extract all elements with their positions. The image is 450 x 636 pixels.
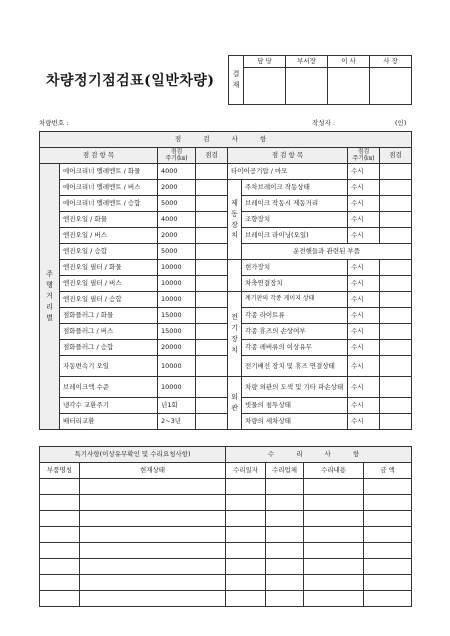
left-cycle: 20000 <box>158 340 196 356</box>
entry-cell[interactable] <box>80 559 226 575</box>
approval-role: 사 장 <box>370 56 412 68</box>
col-current-state: 현재상태 <box>80 463 226 479</box>
entry-cell[interactable] <box>80 591 226 607</box>
entry-cell[interactable] <box>266 527 304 543</box>
left-item: 엔진오일 필터 / 버스 <box>60 276 158 292</box>
col-repair-date: 수리일자 <box>226 463 266 479</box>
right-item: 차량의 세차상태 <box>242 414 348 430</box>
right-check-cell[interactable] <box>380 260 412 276</box>
right-check-cell[interactable] <box>380 164 412 180</box>
right-check-cell[interactable] <box>380 356 412 377</box>
left-item: 에어크리너 엘레멘트 / 버스 <box>60 180 158 196</box>
right-cycle: 수시 <box>348 196 380 212</box>
right-check-cell[interactable] <box>380 308 412 324</box>
entry-row <box>40 511 412 527</box>
entry-row <box>40 479 412 495</box>
right-cycle: 수시 <box>348 340 380 356</box>
right-cycle: 수시 <box>348 308 380 324</box>
entry-cell[interactable] <box>226 559 266 575</box>
col-amount: 금 액 <box>364 463 412 479</box>
entry-cell[interactable] <box>364 527 412 543</box>
left-item: 냉각수 교환주기 <box>60 398 158 414</box>
approval-sign-box[interactable] <box>328 68 370 105</box>
remarks-title: 특기사항(이상유무확인 및 수리요청사항) <box>40 447 226 463</box>
right-cycle: 수시 <box>348 414 380 430</box>
repair-title: 수 리 사 항 <box>226 447 412 463</box>
section-title: 점 검 사 항 <box>40 132 412 148</box>
entry-cell[interactable] <box>266 495 304 511</box>
col-item-header: 점 검 항 목 <box>228 148 348 164</box>
left-item: 엔진오일 필터 / 승합 <box>60 292 158 308</box>
left-cycle: 2~3년 <box>158 414 196 430</box>
right-check-cell[interactable] <box>380 340 412 356</box>
right-item: 브레이크 작동시 제동거리 <box>242 196 348 212</box>
right-cycle: 수시 <box>348 276 380 292</box>
right-item: 각종 레버류의 이상유무 <box>242 340 348 356</box>
left-check-cell[interactable] <box>196 377 228 398</box>
right-item: 현가장치 <box>242 260 348 276</box>
entry-cell[interactable] <box>80 511 226 527</box>
entry-cell[interactable] <box>226 543 266 559</box>
left-check-cell[interactable] <box>196 260 228 276</box>
entry-cell[interactable] <box>40 511 80 527</box>
right-check-cell[interactable] <box>380 228 412 244</box>
left-cycle: 4000 <box>158 212 196 228</box>
seal-mark: (인) <box>395 119 407 127</box>
author-label: 작성자 : <box>312 119 336 127</box>
entry-cell[interactable] <box>266 511 304 527</box>
left-check-cell[interactable] <box>196 356 228 377</box>
entry-cell[interactable] <box>304 575 364 591</box>
right-check-cell[interactable] <box>380 276 412 292</box>
right-cycle: 수시 <box>348 356 380 377</box>
col-repair-company: 수리업체 <box>266 463 304 479</box>
left-check-cell[interactable] <box>196 292 228 308</box>
approval-role: 부서장 <box>286 56 328 68</box>
left-check-cell[interactable] <box>196 180 228 196</box>
entry-row <box>40 495 412 511</box>
left-item: 브레이크액 수준 <box>60 377 158 398</box>
left-check-cell[interactable] <box>196 340 228 356</box>
right-check-cell[interactable] <box>380 212 412 228</box>
left-cycle: 10000 <box>158 276 196 292</box>
left-check-cell[interactable] <box>196 308 228 324</box>
left-check-cell[interactable] <box>196 324 228 340</box>
group-steering: 운전핸들과 관련된 부품 <box>242 244 412 260</box>
left-item: 엔진오일 필터 / 화물 <box>60 260 158 276</box>
left-cycle: 10000 <box>158 356 196 377</box>
left-item: 엔진오일 / 승합 <box>60 244 158 260</box>
entry-cell[interactable] <box>364 495 412 511</box>
inspection-table <box>39 131 412 430</box>
entry-cell[interactable] <box>304 479 364 495</box>
left-check-cell[interactable] <box>196 212 228 228</box>
right-cycle: 수시 <box>348 292 380 308</box>
col-cycle-header: 점검 주기(㎞) <box>348 148 380 164</box>
entry-cell[interactable] <box>80 479 226 495</box>
entry-cell[interactable] <box>364 479 412 495</box>
right-check-cell[interactable] <box>380 292 412 308</box>
entry-cell[interactable] <box>40 559 80 575</box>
entry-cell[interactable] <box>80 527 226 543</box>
entry-row <box>40 575 412 591</box>
right-item: 조향장치 <box>242 212 348 228</box>
group-mileage: 주 행 거 리 별 <box>40 164 60 430</box>
left-cycle: 10000 <box>158 292 196 308</box>
entry-row <box>40 543 412 559</box>
entry-cell[interactable] <box>304 559 364 575</box>
entry-cell[interactable] <box>226 591 266 607</box>
entry-cell[interactable] <box>40 575 80 591</box>
form-title: 차량정기점검표(일반차량) <box>46 73 215 89</box>
entry-cell[interactable] <box>80 495 226 511</box>
entry-cell[interactable] <box>266 479 304 495</box>
right-item: 각종 휴즈의 손상여부 <box>242 324 348 340</box>
col-part-name: 부품명칭 <box>40 463 80 479</box>
entry-cell[interactable] <box>226 511 266 527</box>
right-check-cell[interactable] <box>380 377 412 398</box>
approval-sign-box[interactable] <box>244 68 286 105</box>
left-item: 에어크리너 엘레멘트 / 화물 <box>60 164 158 180</box>
entry-cell[interactable] <box>226 479 266 495</box>
right-item: 각종 라이트류 <box>242 308 348 324</box>
entry-cell[interactable] <box>266 543 304 559</box>
group-electric: 전 기 장 치 <box>228 292 242 377</box>
entry-cell[interactable] <box>40 591 80 607</box>
right-cycle: 수시 <box>348 212 380 228</box>
left-item: 점화플러그 / 승합 <box>60 340 158 356</box>
right-item: 차량 외관의 도색 및 기타 파손상태 <box>242 377 348 398</box>
entry-cell[interactable] <box>364 591 412 607</box>
approval-role: 담 당 <box>244 56 286 68</box>
right-cycle: 수시 <box>348 180 380 196</box>
col-check-header: 점검 <box>380 148 412 164</box>
left-cycle: 10000 <box>158 377 196 398</box>
entry-cell[interactable] <box>266 559 304 575</box>
col-cycle-header: 점검 주기(㎞) <box>158 148 196 164</box>
left-check-cell[interactable] <box>196 244 228 260</box>
left-item: 에어크리너 엘레멘트 / 승합 <box>60 196 158 212</box>
left-cycle: 10000 <box>158 260 196 276</box>
entry-row <box>40 591 412 607</box>
right-check-cell[interactable] <box>380 398 412 414</box>
left-cycle: 2000 <box>158 180 196 196</box>
left-item: 점화플러그 / 화물 <box>60 308 158 324</box>
approval-box <box>228 55 412 105</box>
entry-cell[interactable] <box>40 479 80 495</box>
left-check-cell[interactable] <box>196 228 228 244</box>
right-item: 빗물의 침투상태 <box>242 398 348 414</box>
entry-cell[interactable] <box>40 495 80 511</box>
left-check-cell[interactable] <box>196 196 228 212</box>
left-check-cell[interactable] <box>196 164 228 180</box>
entry-cell[interactable] <box>364 511 412 527</box>
right-cycle: 수시 <box>348 377 380 398</box>
entry-cell[interactable] <box>80 575 226 591</box>
left-cycle: 15000 <box>158 308 196 324</box>
entry-cell[interactable] <box>266 591 304 607</box>
entry-cell[interactable] <box>80 543 226 559</box>
left-item: 자동변속기 오일 <box>60 356 158 377</box>
left-cycle: 15000 <box>158 324 196 340</box>
right-item: 계기판의 각종 게이지 상태 <box>242 292 348 308</box>
entry-cell[interactable] <box>226 527 266 543</box>
remarks-repair-table <box>39 446 412 607</box>
right-check-cell[interactable] <box>380 324 412 340</box>
left-item: 배터리교환 <box>60 414 158 430</box>
left-cycle: 년1회 <box>158 398 196 414</box>
left-item: 점화플러그 / 버스 <box>60 324 158 340</box>
right-item: 타이어공기압 / 마모 <box>228 164 348 180</box>
right-item: 주차브레이크 작동상태 <box>242 180 348 196</box>
entry-cell[interactable] <box>226 575 266 591</box>
right-cycle: 수시 <box>348 260 380 276</box>
right-item: 전기배선 장치 및 휴즈 연결상태 <box>242 356 348 377</box>
entry-cell[interactable] <box>304 527 364 543</box>
entry-cell[interactable] <box>364 559 412 575</box>
approval-label: 결 재 <box>229 56 244 105</box>
right-item: 브레이크 라이닝(오일) <box>242 228 348 244</box>
left-check-cell[interactable] <box>196 276 228 292</box>
left-check-cell[interactable] <box>196 414 228 430</box>
right-cycle: 수시 <box>348 164 380 180</box>
entry-cell[interactable] <box>304 511 364 527</box>
right-check-cell[interactable] <box>380 180 412 196</box>
right-check-cell[interactable] <box>380 414 412 430</box>
left-cycle: 4000 <box>158 164 196 180</box>
left-check-cell[interactable] <box>196 398 228 414</box>
left-cycle: 5000 <box>158 196 196 212</box>
entry-row <box>40 527 412 543</box>
entry-cell[interactable] <box>364 543 412 559</box>
left-cycle: 5000 <box>158 244 196 260</box>
entry-cell[interactable] <box>266 575 304 591</box>
group-steering-blank <box>228 260 242 292</box>
entry-cell[interactable] <box>40 527 80 543</box>
left-item: 엔진오일 / 버스 <box>60 228 158 244</box>
right-cycle: 수시 <box>348 324 380 340</box>
col-check-header: 점검 <box>196 148 228 164</box>
approval-sign-box[interactable] <box>370 68 412 105</box>
col-item-header: 점 검 항 목 <box>40 148 158 164</box>
approval-sign-box[interactable] <box>286 68 328 105</box>
group-brake: 제 동 장 치 <box>228 180 242 260</box>
col-repair-content: 수리내용 <box>304 463 364 479</box>
entry-cell[interactable] <box>364 575 412 591</box>
approval-role: 이 사 <box>328 56 370 68</box>
group-exterior: 외 관 <box>228 377 242 430</box>
left-cycle: 2000 <box>158 228 196 244</box>
entry-cell[interactable] <box>40 543 80 559</box>
entry-cell[interactable] <box>304 495 364 511</box>
right-check-cell[interactable] <box>380 196 412 212</box>
right-cycle: 수시 <box>348 228 380 244</box>
entry-cell[interactable] <box>304 591 364 607</box>
left-item: 엔진오일 / 화물 <box>60 212 158 228</box>
vehicle-number-label: 차량번호 : <box>39 119 69 127</box>
entry-row <box>40 559 412 575</box>
entry-cell[interactable] <box>226 495 266 511</box>
entry-cell[interactable] <box>304 543 364 559</box>
right-cycle: 수시 <box>348 398 380 414</box>
right-item: 차축연결장치 <box>242 276 348 292</box>
